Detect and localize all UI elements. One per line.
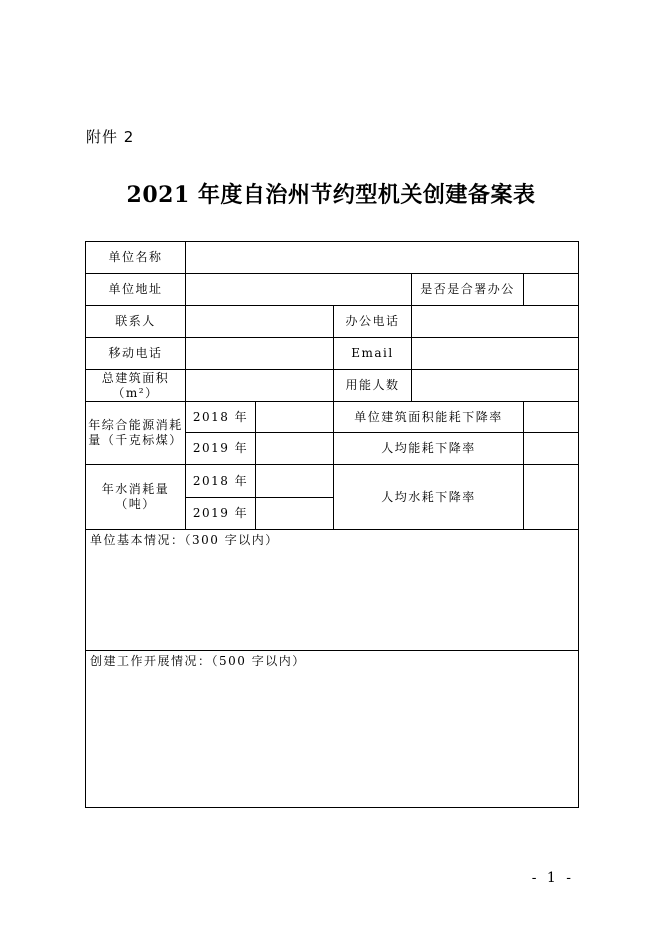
water-2018-field[interactable] bbox=[256, 465, 334, 498]
per-capita-energy-reduction-label: 人均能耗下降率 bbox=[334, 433, 524, 465]
energy-consumption-label: 年综合能源消耗量（千克标煤） bbox=[86, 402, 186, 465]
mobile-label: 移动电话 bbox=[86, 338, 186, 370]
filing-form-table bbox=[85, 241, 579, 808]
basic-info-field[interactable] bbox=[86, 530, 579, 651]
document-title: 2021 年度自治州节约型机关创建备案表 bbox=[126, 182, 536, 208]
page-number: - 1 - bbox=[531, 870, 574, 886]
unit-address-field[interactable] bbox=[186, 274, 412, 306]
email-field[interactable] bbox=[412, 338, 579, 370]
energy-2018-field[interactable] bbox=[256, 402, 334, 433]
contact-field[interactable] bbox=[186, 306, 334, 338]
unit-name-label: 单位名称 bbox=[86, 242, 186, 274]
area-energy-reduction-field[interactable] bbox=[524, 402, 579, 433]
per-capita-energy-reduction-field[interactable] bbox=[524, 433, 579, 465]
water-consumption-label: 年水消耗量（吨） bbox=[86, 465, 186, 530]
work-progress-label: 创建工作开展情况：（500 字以内） bbox=[90, 654, 306, 668]
office-phone-label: 办公电话 bbox=[334, 306, 412, 338]
unit-name-field[interactable] bbox=[186, 242, 579, 274]
energy-2019-label: 2019 年 bbox=[186, 433, 256, 465]
energy-2018-label: 2018 年 bbox=[186, 402, 256, 433]
attachment-label: 附件 2 bbox=[86, 128, 135, 146]
joint-office-label: 是否是合署办公 bbox=[412, 274, 524, 306]
water-2019-field[interactable] bbox=[256, 498, 334, 530]
per-capita-water-reduction-label: 人均水耗下降率 bbox=[334, 465, 524, 530]
energy-2019-field[interactable] bbox=[256, 433, 334, 465]
floor-area-field[interactable] bbox=[186, 370, 334, 402]
water-2019-label: 2019 年 bbox=[186, 498, 256, 530]
per-capita-water-reduction-field[interactable] bbox=[524, 465, 579, 530]
basic-info-label: 单位基本情况：（300 字以内） bbox=[90, 533, 279, 547]
energy-users-field[interactable] bbox=[412, 370, 579, 402]
floor-area-label: 总建筑面积（m²） bbox=[86, 370, 186, 402]
water-2018-label: 2018 年 bbox=[186, 465, 256, 498]
contact-label: 联系人 bbox=[86, 306, 186, 338]
mobile-field[interactable] bbox=[186, 338, 334, 370]
energy-users-label: 用能人数 bbox=[334, 370, 412, 402]
area-energy-reduction-label: 单位建筑面积能耗下降率 bbox=[334, 402, 524, 433]
email-label: Email bbox=[334, 338, 412, 370]
unit-address-label: 单位地址 bbox=[86, 274, 186, 306]
joint-office-field[interactable] bbox=[524, 274, 579, 306]
work-progress-field[interactable] bbox=[86, 651, 579, 808]
office-phone-field[interactable] bbox=[412, 306, 579, 338]
